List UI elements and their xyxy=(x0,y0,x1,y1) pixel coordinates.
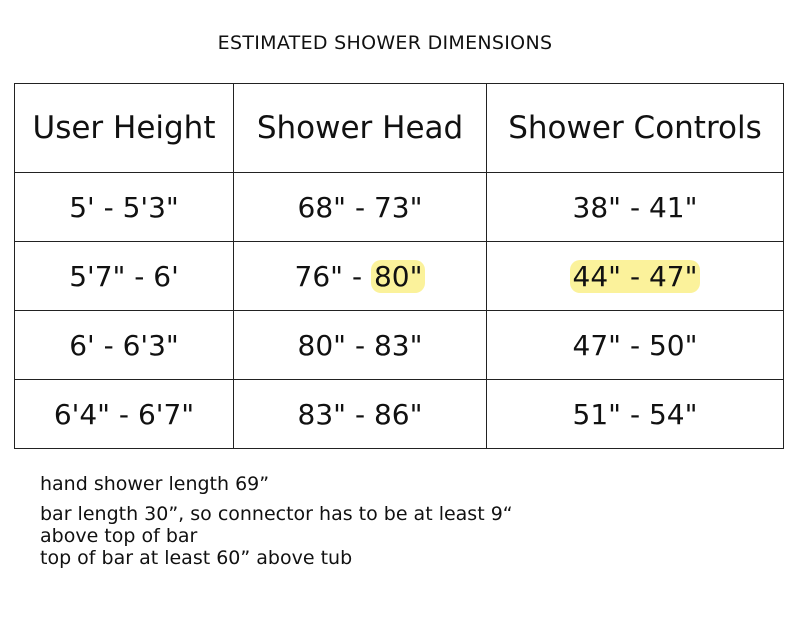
table-row xyxy=(15,173,784,242)
cell-shower-controls: 47" - 50" xyxy=(487,311,784,380)
cell-shower-controls: 51" - 54" xyxy=(487,380,784,449)
note-line: above top of bar xyxy=(40,524,198,547)
highlighted-value: 44" - 47" xyxy=(570,260,701,293)
cell-shower-head xyxy=(234,242,487,311)
table-header-row xyxy=(15,84,784,173)
cell-user-height: 6'4" - 6'7" xyxy=(15,380,234,449)
highlighted-value: 80" xyxy=(371,260,426,293)
cell-user-height: 5' - 5'3" xyxy=(15,173,234,242)
cell-shower-head: 80" - 83" xyxy=(234,311,487,380)
shower-dimensions-table xyxy=(14,83,784,449)
cell-shower-controls xyxy=(487,242,784,311)
note-line: bar length 30”, so connector has to be at least 9“ xyxy=(40,502,513,525)
cell-shower-head: 83" - 86" xyxy=(234,380,487,449)
header-user-height: User Height xyxy=(15,84,234,173)
notes xyxy=(40,474,513,569)
cell-user-height: 5'7" - 6' xyxy=(15,242,234,311)
note-line: top of bar at least 60” above tub xyxy=(40,546,353,569)
note-line: hand shower length 69” xyxy=(40,473,270,495)
cell-shower-head: 68" - 73" xyxy=(234,173,487,242)
header-shower-controls: Shower Controls xyxy=(487,84,784,173)
table-row xyxy=(15,311,784,380)
page-title: ESTIMATED SHOWER DIMENSIONS xyxy=(217,32,553,54)
cell-shower-controls: 38" - 41" xyxy=(487,173,784,242)
table-row xyxy=(15,380,784,449)
cell-user-height: 6' - 6'3" xyxy=(15,311,234,380)
table-row xyxy=(15,242,784,311)
shower-head-min: 76" - xyxy=(294,259,371,293)
header-shower-head: Shower Head xyxy=(234,84,487,173)
